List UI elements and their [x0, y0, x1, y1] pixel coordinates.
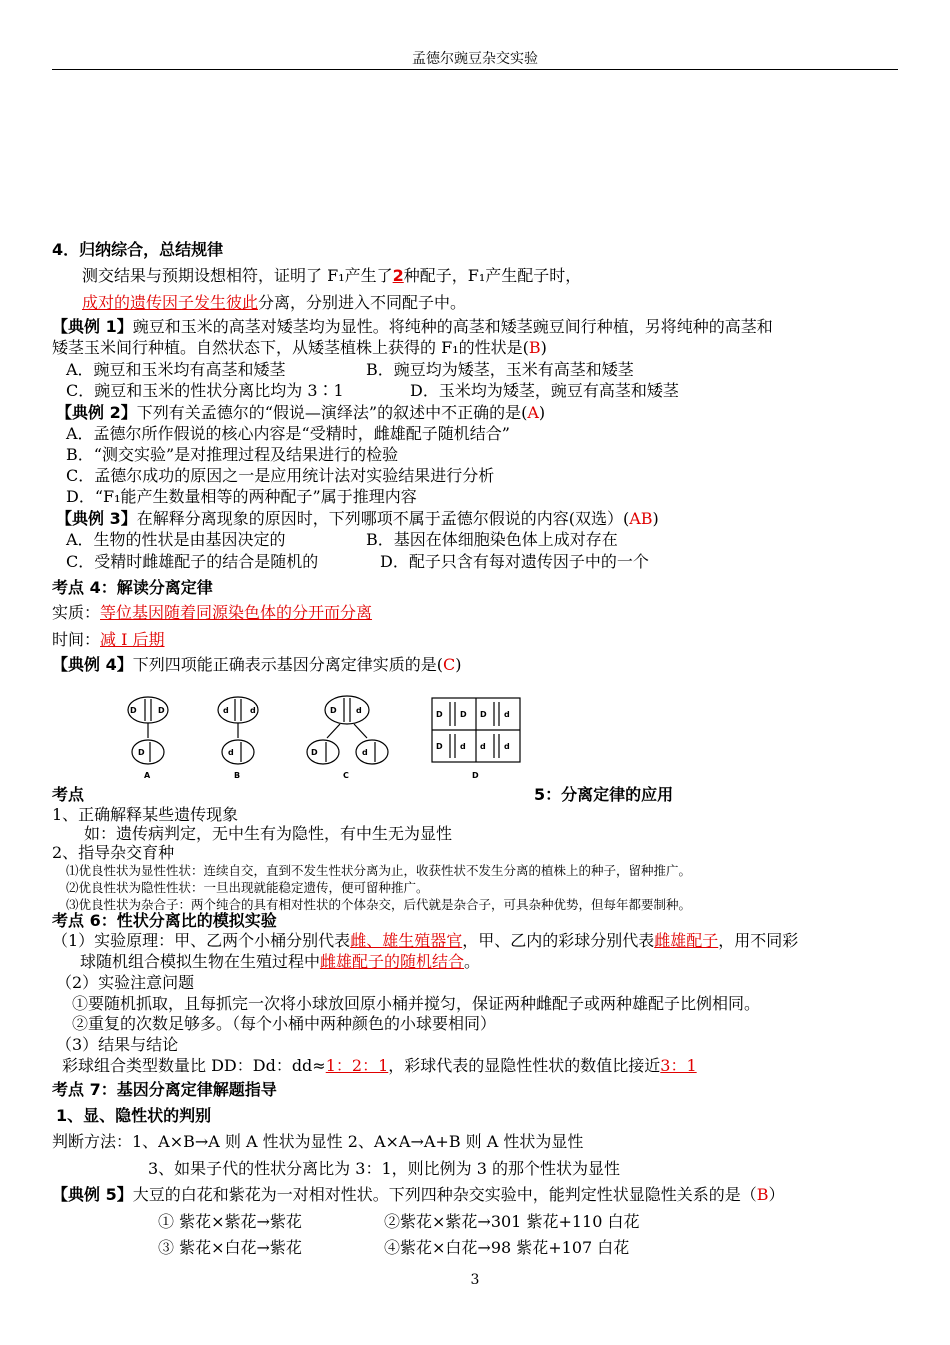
- question-text: 豌豆和玉米的高茎对矮茎均为显性。将纯种的高茎和矮茎豌豆间行种植，另将纯种的高茎和: [132, 317, 773, 336]
- example-tag: 【典例 5】: [52, 1185, 133, 1204]
- key-point-6-para-6: （3）结果与结论: [56, 1035, 179, 1054]
- example-2-option-a: A．孟德尔所作假说的核心内容是“受精时，雌雄配子随机结合”: [66, 424, 510, 443]
- svg-text:D: D: [158, 706, 165, 715]
- svg-text:D: D: [436, 742, 443, 751]
- svg-text:D: D: [480, 710, 487, 719]
- key-point-5-sub-1: ⑴优良性状为显性性状：连续自交，直到不发生性状分离为止，收获性状不发生分离的植株上的种子，留种推广。: [66, 863, 692, 878]
- example-1-line-2: [52, 338, 547, 358]
- svg-text:d: d: [504, 710, 510, 719]
- svg-text:d: d: [250, 706, 256, 715]
- fill-blank: 减 I 后期: [100, 630, 165, 649]
- fill-blank: 成对的遗传因子发生彼此: [82, 293, 259, 312]
- text: ，甲、乙内的彩球分别代表: [462, 931, 655, 950]
- option-label-d: D: [472, 771, 479, 780]
- example-1-line-1: [52, 317, 773, 337]
- question-text: 矮茎玉米间行种植。自然状态下，从矮茎植株上获得的 F₁的性状是(: [52, 338, 529, 357]
- example-2-option-d: D．“F₁能产生数量相等的两种配子”属于推理内容: [66, 487, 417, 506]
- example-tag: 【典例 4】: [52, 655, 133, 674]
- fill-blank: 等位基因随着同源染色体的分开而分离: [100, 603, 373, 622]
- example-3-option-c: C．受精时雌雄配子的结合是随机的: [66, 552, 319, 571]
- option-label-b: B: [234, 771, 241, 780]
- question-text: 下列四项能正确表示基因分离定律实质的是(: [132, 655, 443, 674]
- key-point-7-rule-1: 判断方法：1、A×B→A 则 A 性状为显性 2、A×A→A+B 则 A 性状为显性: [52, 1132, 584, 1151]
- text: 彩球组合类型数量比 DD：Dd：dd≈: [62, 1056, 326, 1075]
- svg-text:d: d: [460, 742, 466, 751]
- example-tag: 【典例 3】: [56, 509, 137, 528]
- option-label-a: A: [144, 771, 151, 780]
- example-4-stem: [52, 655, 461, 675]
- example-tag: 【典例 2】: [56, 403, 137, 422]
- text: 种配子，F₁产生配子时，: [403, 266, 582, 285]
- svg-text:D: D: [460, 710, 467, 719]
- paren: ): [538, 403, 546, 422]
- example-1-option-d: D．玉米均为矮茎，豌豆有高茎和矮茎: [410, 381, 679, 400]
- key-point-5-heading-b: 5：分离定律的应用: [534, 785, 674, 804]
- key-point-6-para-5: ②重复的次数足够多。（每个小桶中两种颜色的小球要相同）: [72, 1014, 497, 1033]
- text: ，彩球代表的显隐性性状的数值比接近: [388, 1056, 661, 1075]
- header-rule: [52, 69, 898, 70]
- svg-text:d: d: [223, 706, 229, 715]
- key-point-5-sub-3: ⑶优良性状为杂合子：两个纯合的具有相对性状的个体杂交，后代就是杂合子，可具杂种优势，但每年都要制种。: [66, 897, 692, 912]
- key-point-7-subheading: 1、显、隐性状的判别: [56, 1106, 212, 1125]
- page-number: 3: [470, 1272, 480, 1288]
- example-2-stem: [56, 403, 545, 423]
- text: 球随机组合模拟生物在生殖过程中: [80, 952, 321, 971]
- svg-text:D: D: [436, 710, 443, 719]
- fill-blank: 2: [392, 266, 404, 285]
- paren: ): [652, 509, 659, 528]
- svg-text:d: d: [362, 748, 368, 757]
- key-point-6-para-2: [80, 952, 480, 972]
- question-text: 在解释分离现象的原因时，下列哪项不属于孟德尔假说的内容(双选）(: [136, 509, 630, 528]
- paren: ): [540, 338, 547, 357]
- key-point-5-item-1: 1、正确解释某些遗传现象: [52, 805, 239, 824]
- example-2-option-c: C．孟德尔成功的原因之一是应用统计法对实验结果进行分析: [66, 466, 495, 485]
- example-tag: 【典例 1】: [52, 317, 133, 336]
- example-3-option-b: B．基因在体细胞染色体上成对存在: [366, 530, 618, 549]
- section-4-heading: 4．归纳综合，总结规律: [52, 240, 224, 259]
- example-1-option-c: C．豌豆和玉米的性状分离比均为 3∶1: [66, 381, 344, 400]
- example-1-option-a: A．豌豆和玉米均有高茎和矮茎: [66, 360, 286, 379]
- key-point-5-heading-a: 考点: [52, 785, 85, 804]
- svg-text:d: d: [480, 742, 486, 751]
- answer: B: [756, 1185, 769, 1204]
- example-1-option-b: B．豌豆均为矮茎，玉米有高茎和矮茎: [366, 360, 634, 379]
- fill-blank: 雌雄配子: [654, 931, 719, 950]
- text: 测交结果与预期设想相符，证明了 F₁产生了: [82, 266, 393, 285]
- fill-blank: 雌雄配子的随机结合: [320, 952, 465, 971]
- svg-text:d: d: [228, 748, 234, 757]
- example-3-stem: [56, 509, 659, 529]
- answer: C: [442, 655, 456, 674]
- svg-text:d: d: [504, 742, 510, 751]
- key-point-7-heading: 考点 7：基因分离定律解题指导: [52, 1080, 277, 1099]
- text: ，用不同彩: [718, 931, 799, 950]
- label: 实质：: [52, 603, 101, 622]
- svg-text:D: D: [130, 706, 137, 715]
- example-2-option-b: B．“测交实验”是对推理过程及结果进行的检验: [66, 445, 399, 464]
- example-5-stem: [52, 1185, 785, 1205]
- option-c-diagram: [307, 696, 388, 764]
- key-point-4-time: [52, 630, 165, 650]
- page-header-title: 孟德尔豌豆杂交实验: [412, 51, 538, 67]
- fill-blank: 3：1: [660, 1056, 697, 1075]
- text: 。: [464, 952, 481, 971]
- text: （1）实验原理：甲、乙两个小桶分别代表: [52, 931, 351, 950]
- example-3-option-d: D．配子只含有每对遗传因子中的一个: [380, 552, 649, 571]
- question-text: 下列有关孟德尔的“假说—演绎法”的叙述中不正确的是(: [136, 403, 528, 422]
- key-point-6-para-1: [52, 931, 798, 951]
- option-label-c: C: [343, 771, 349, 780]
- key-point-4-essence: [52, 603, 372, 623]
- key-point-6-heading: 考点 6：性状分离比的模拟实验: [52, 911, 277, 930]
- key-point-6-para-3: （2）实验注意问题: [56, 973, 195, 992]
- key-point-7-rule-2: 3、如果子代的性状分离比为 3：1，则比例为 3 的那个性状为显性: [148, 1159, 620, 1178]
- key-point-5-sub-2: ⑵优良性状为隐性性状：一旦出现就能稳定遗传，便可留种推广。: [66, 880, 429, 895]
- answer: AB: [629, 509, 653, 528]
- fill-blank: 1：2：1: [325, 1056, 389, 1075]
- key-point-6-para-4: ①要随机抓取，且每抓完一次将小球放回原小桶并搅匀，保证两种雌配子或两种雄配子比例相同。: [72, 994, 761, 1013]
- text: 分离，分别进入不同配子中。: [258, 293, 467, 312]
- paren: ): [455, 655, 462, 674]
- svg-text:D: D: [330, 706, 337, 715]
- svg-text:D: D: [138, 748, 145, 757]
- key-point-5-item-2: 2、指导杂交育种: [52, 843, 175, 862]
- example-5-cross-2: ②紫花×紫花→301 紫花+110 白花: [384, 1212, 640, 1231]
- example-5-cross-3: ③ 紫花×白花→紫花: [158, 1238, 302, 1257]
- example-5-cross-1: ① 紫花×紫花→紫花: [158, 1212, 302, 1231]
- svg-text:d: d: [356, 706, 362, 715]
- segregation-diagram: [120, 690, 540, 785]
- answer: A: [527, 403, 539, 422]
- answer: B: [528, 338, 541, 357]
- question-text: 大豆的白花和紫花为一对相对性状。下列四种杂交实验中，能判定性状显隐性关系的是（: [132, 1185, 757, 1204]
- section-4-line-2: [82, 293, 466, 313]
- fill-blank: 雌、雄生殖器官: [350, 931, 463, 950]
- example-3-option-a: A．生物的性状是由基因决定的: [66, 530, 286, 549]
- option-d-diagram: [432, 698, 520, 762]
- key-point-5-item-1-detail: 如：遗传病判定，无中生有为隐性，有中生无为显性: [84, 824, 453, 843]
- key-point-6-para-7: [62, 1056, 697, 1076]
- example-5-cross-4: ④紫花×白花→98 紫花+107 白花: [384, 1238, 630, 1257]
- label: 时间：: [52, 630, 101, 649]
- svg-text:D: D: [311, 748, 318, 757]
- section-4-line-1: [82, 266, 581, 286]
- key-point-4-heading: 考点 4：解读分离定律: [52, 578, 213, 597]
- paren: ）: [768, 1185, 785, 1204]
